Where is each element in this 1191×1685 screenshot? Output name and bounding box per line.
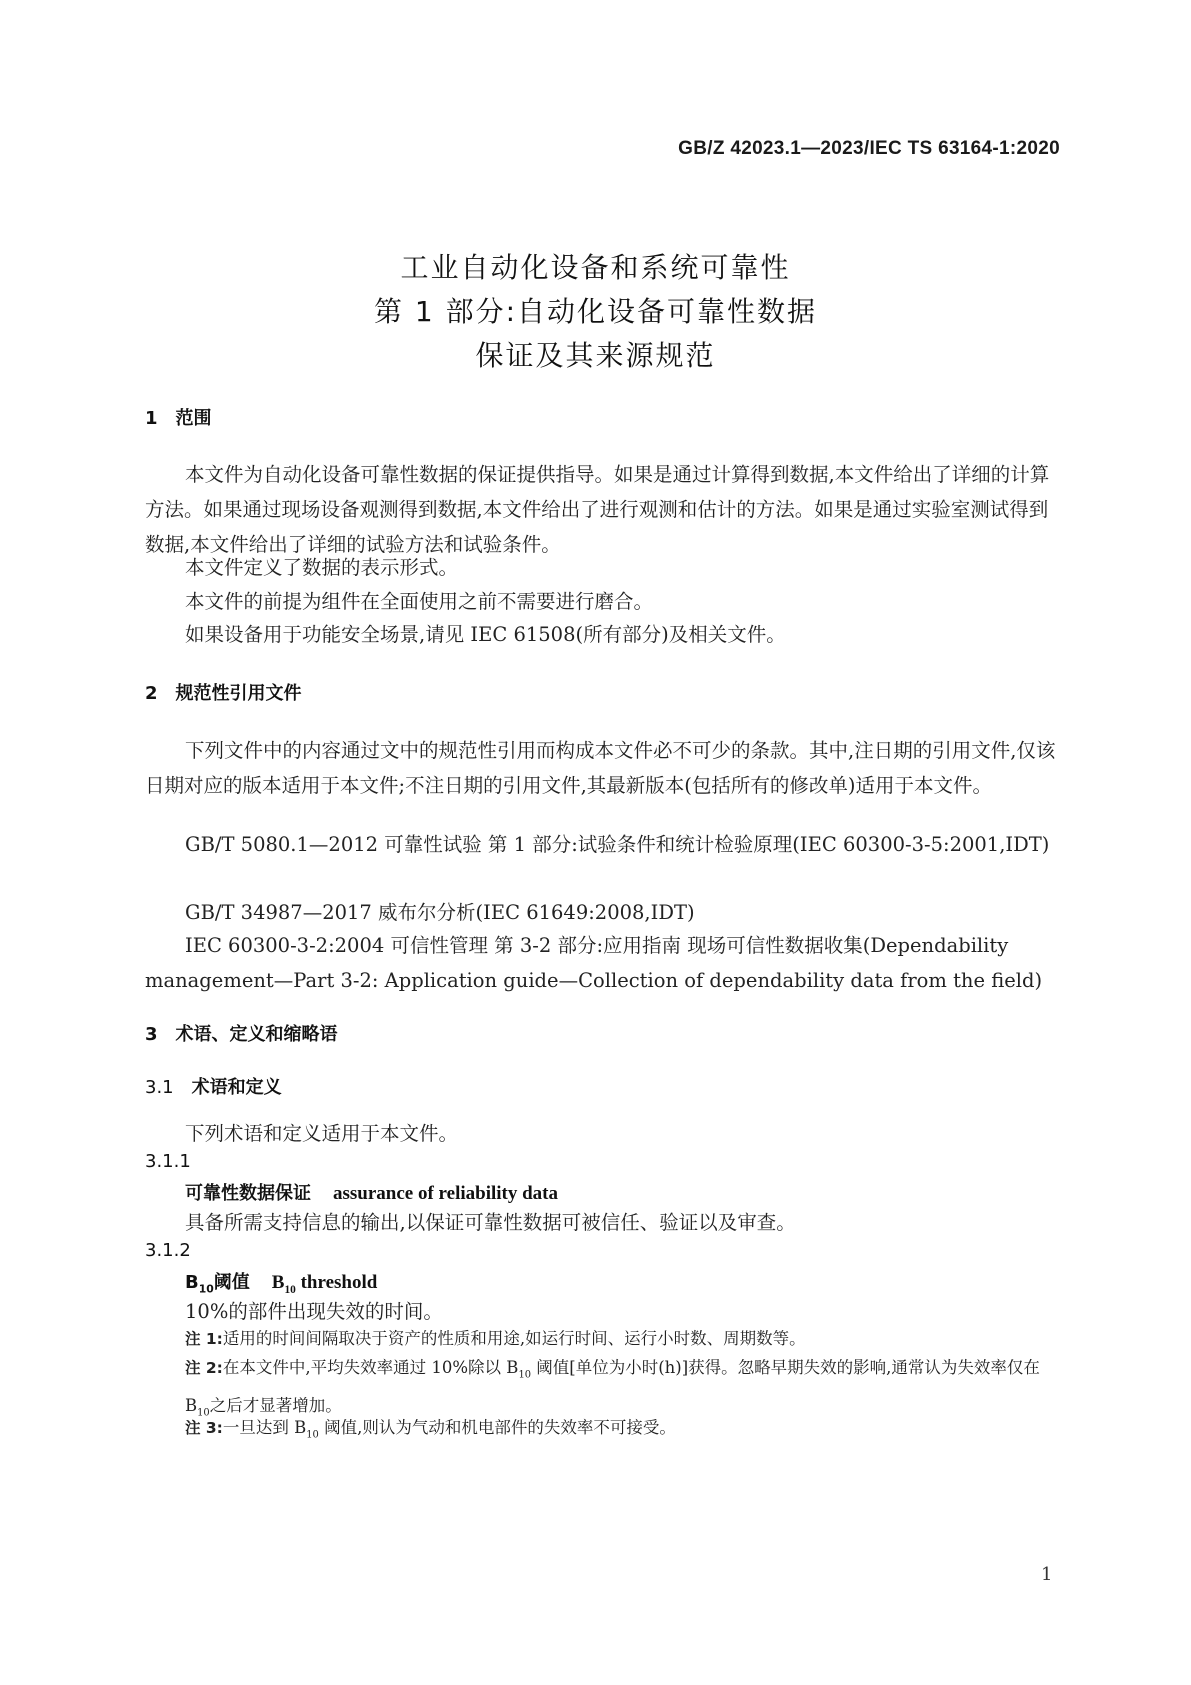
section-1-paragraph-2: 本文件定义了数据的表示形式。 — [185, 556, 459, 579]
note-text: 在本文件中,平均失效率通过 10%除以 $B_{10}$ 阈值[单位为小时(h)]获得。忽略早期失效的影响,通常认为失效率仅在 $B_{10}$之后才显著增加。 — [185, 1358, 1040, 1419]
section-title: 术语、定义和缩略语 — [175, 1024, 338, 1045]
term-3-1-2-definition: 10%的部件出现失效的时间。 — [185, 1300, 443, 1323]
term-english: assurance of reliability data — [333, 1183, 559, 1204]
note-text: 适用的时间间隔取决于资产的性质和用途,如运行时间、运行小时数、周期数等。 — [222, 1329, 806, 1348]
section-1-paragraph-3: 本文件的前提为组件在全面使用之前不需要进行磨合。 — [185, 590, 654, 613]
term-3-1-2 — [185, 1268, 377, 1296]
section-title: 规范性引用文件 — [175, 683, 302, 704]
reference-1: GB/T 5080.1—2012 可靠性试验 第 1 部分:试验条件和统计检验原理(IEC 60300-3-5:2001,IDT) — [185, 833, 1050, 856]
note-label: 注 2: — [185, 1359, 223, 1377]
section-2-paragraph-1: 下列文件中的内容通过文中的规范性引用而构成本文件必不可少的条款。其中,注日期的引用文件,仅该日期对应的版本适用于本文件;不注日期的引用文件,其最新版本(包括所有的修改单)适用于本文件。 — [145, 739, 1056, 797]
section-3-1-heading — [145, 1073, 282, 1099]
note-3 — [185, 1412, 1063, 1450]
term-3-1-1 — [185, 1179, 558, 1205]
reference-3: IEC 60300-3-2:2004 可信性管理 第 3-2 部分:应用指南 现场可信性数据收集(Dependability management—Part 3-2: Application guide—Collection of dependability data from the field) — [145, 934, 1043, 992]
section-1-paragraph-4: 如果设备用于功能安全场景,请见 IEC 61508(所有部分)及相关文件。 — [185, 623, 786, 646]
term-number-3-1-1: 3.1.1 — [145, 1151, 191, 1172]
note-label: 注 3: — [185, 1419, 223, 1437]
section-number: 1 — [145, 408, 158, 429]
section-number: 3.1 — [145, 1077, 174, 1098]
reference-2: GB/T 34987—2017 威布尔分析(IEC 61649:2008,IDT) — [185, 901, 695, 924]
doc-title-line-3: 保证及其来源规范 — [475, 339, 716, 372]
section-title: 术语和定义 — [191, 1077, 282, 1098]
section-2-heading — [145, 679, 302, 705]
section-number: 2 — [145, 683, 158, 704]
section-1-heading — [145, 404, 212, 430]
term-3-1-1-definition: 具备所需支持信息的输出,以保证可靠性数据可被信任、验证以及审查。 — [185, 1211, 796, 1234]
doc-title-line-1: 工业自动化设备和系统可靠性 — [400, 251, 791, 284]
section-3-heading — [145, 1020, 338, 1046]
note-text: 一旦达到 $B_{10}$ 阈值,则认为气动和机电部件的失效率不可接受。 — [222, 1418, 676, 1441]
note-1 — [185, 1323, 1063, 1355]
terms-intro: 下列术语和定义适用于本文件。 — [185, 1122, 459, 1145]
term-chinese: $B_{10}$阈值 — [185, 1272, 250, 1296]
page-number: 1 — [1041, 1564, 1053, 1585]
doc-title-line-2: 第 1 部分:自动化设备可靠性数据 — [373, 295, 818, 328]
note-label: 注 1: — [185, 1330, 223, 1348]
term-number-3-1-2: 3.1.2 — [145, 1240, 191, 1261]
standard-code: GB/Z 42023.1—2023/IEC TS 63164-1:2020 — [678, 138, 1060, 159]
section-number: 3 — [145, 1024, 158, 1045]
term-english: $B_{10}$ threshold — [271, 1272, 378, 1296]
section-1-paragraph-1: 本文件为自动化设备可靠性数据的保证提供指导。如果是通过计算得到数据,本文件给出了详细的计算方法。如果通过现场设备观测得到数据,本文件给出了进行观测和估计的方法。如果是通过实验室测试得到数据,本文件给出了详细的试验方法和试验条件。 — [145, 463, 1050, 556]
term-chinese: 可靠性数据保证 — [185, 1183, 311, 1204]
section-title: 范围 — [175, 408, 212, 429]
